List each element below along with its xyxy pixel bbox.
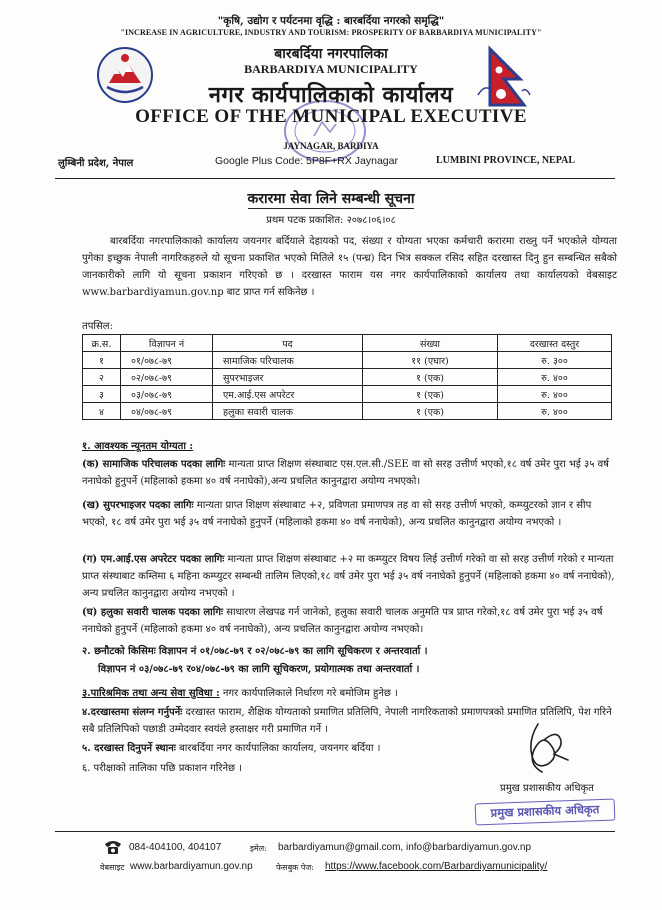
footer-email-label: इमेल: (250, 844, 267, 853)
column-header-post: पद (213, 335, 363, 352)
cell-sn: २ (83, 369, 121, 386)
attachments-label: ४.दरखास्तमा संलग्न गर्नुपर्नेः (82, 707, 183, 718)
qualification-social-mobilizer (82, 456, 617, 490)
screening-line-1: विज्ञापन नं ०१/०७८-७९ र ०२/०७८-७९ का लागि सूचिकरण र अन्तरवार्ता । (158, 646, 428, 657)
qualification-supervisor (82, 497, 617, 531)
screening-line-2: विज्ञापन नं ०३/०७८-७९ र०४/०७८-७९ का लागि सूचिकरण, प्रयोगात्मक तथा अन्तरवार्ता । (98, 664, 420, 675)
footer-website-link[interactable]: www.barbardiyamun.gov.np (130, 861, 253, 872)
officer-stamp: प्रमुख प्रशासकीय अधिकृत (475, 799, 616, 826)
submission-text: बारबर्दिया नगर कार्यपालिका कार्यालय, जयनगर बर्दिया । (179, 743, 381, 754)
exam-schedule-note: ६. परीक्षाको तालिका पछि प्रकाशन गरिनेछ । (82, 763, 243, 774)
province-nepali: लुम्बिनी प्रदेश, नेपाल (58, 158, 134, 169)
cell-fee: रु. ३०० (498, 352, 612, 369)
qualification-label: (ख) सुपरभाइजर पदका लागिः (82, 500, 194, 511)
cell-count: १ (एक) (363, 369, 498, 386)
google-plus-code: Google Plus Code: 5P8F+RX Jaynagar (215, 155, 398, 167)
remuneration-label: ३.पारिश्रमिक तथा अन्य सेवा सुविधा : (82, 688, 220, 699)
remuneration-section (82, 685, 617, 702)
column-header-count: संख्या (363, 335, 498, 352)
header-divider (55, 178, 615, 179)
column-header-ad-no: विज्ञापन नं (121, 335, 213, 352)
screening-section (82, 643, 617, 660)
submission-label: ५. दरखास्त दिनुपर्ने स्थानः (82, 743, 176, 754)
qualification-label: (ग) एम.आई.एस अपरेटर पदका लागिः (82, 554, 225, 565)
cell-ad-no: ०२/०७८-७९ (121, 369, 213, 386)
notice-title (0, 189, 662, 208)
signatory-title: प्रमुख प्रशासकीय अधिकृत (500, 783, 594, 794)
qualification-label: (घ) हलुका सवारी चालक पदका लागिः (82, 607, 224, 618)
cell-count: ११ (एघार) (363, 352, 498, 369)
table-row (83, 403, 612, 420)
footer-phone: 084-404100, 404107 (129, 842, 222, 853)
vacancy-table (82, 334, 612, 420)
qualification-text: मान्यता प्राप्त शिक्षण संस्थाबाट एस.एल.सी./SEE वा सो सरह उत्तीर्ण भएको,१८ वर्ष उमेर पुरा भई ३५ वर्ष ननाघेको हुनुपर्ने (महिलाको हकमा ४० वर्ष ननाघेको),अन्य प्रचलित कानुनद्वारा अयोग्य नभएको। (82, 459, 609, 487)
cell-sn: १ (83, 352, 121, 369)
table-header-row (83, 335, 612, 352)
cell-post: हलुका सवारी चालक (213, 403, 363, 420)
notice-title-text: करारमा सेवा लिने सम्बन्धी सूचना (247, 191, 415, 207)
footer-facebook-label: फेसबुक पेज: (276, 863, 315, 872)
cell-count: १ (एक) (363, 386, 498, 403)
cell-post: सामाजिक परिचालक (213, 352, 363, 369)
footer-facebook-link[interactable]: https://www.facebook.com/Barbardiyamunicipality/ (325, 861, 548, 872)
phone-icon (103, 839, 123, 855)
details-label: तपसिल: (82, 321, 113, 332)
office-address: JAYNAGAR, BARDIYA (283, 141, 379, 151)
handwritten-signature (498, 720, 578, 778)
attachments-text: दरखास्त फाराम, शैक्षिक योग्यताको प्रमाणित प्रतिलिपि, नेपाली नागरिकताको प्रमाणपत्रको प्रमाणित प्रतिलिपि, पेश गरिने सबै प्रतिलिपिको पछाडी उम्मेदवार स्वयंले हस्ताक्षर गरी प्रमाणित गर्ने । (82, 707, 612, 735)
cell-ad-no: ०४/०७८-७९ (121, 403, 213, 420)
intro-paragraph: बारबर्दिया नगरपालिकाको कार्यालय जयनगर बर्दियाले देहायको पद, संख्या र योग्यता भएका कर्मचारी करारमा राख्नु पर्ने भएकोले योग्यता पुगेका इच्छुक नेपाली नागरिकहरुले यो सूचना प्रकाशित भएको मितिले १५ (पन्ध्र) दिन भित्र सक्कल रसिद सहित दरखास्त दिनु हुन सम्बन्धित सबैको जानकारीको लागि यो सूचना प्रकाशन गरिएको छ । दरखास्त फाराम यस नगर कार्यपालिकाको कार्यालय तथा कार्यालयको वेबसाइट www.barbardiyamun.gov.np बाट प्राप्त गर्न सकिनेछ । (82, 236, 617, 298)
footer-website-label: वेबसाइट (100, 863, 125, 872)
qualification-text: मान्यता प्राप्त शिक्षण संस्थाबाट +२, प्रविणता प्रमाणपत्र तह वा सो सरह उत्तीर्ण भएको, कम्प्युटरको ज्ञान र सीप भएको, १८ वर्ष उमेर पुरा भई ३५ वर्ष ननाघेको हुनुपर्ने (महिलाको हकमा ४० वर्ष ननाघेको), अन्य प्रचलित कानुनद्वारा अयोग्य नभएको । (82, 500, 592, 528)
screening-label: २. छनौटको किसिमः (82, 646, 156, 657)
column-header-sn: क्र.स. (83, 335, 121, 352)
cell-post: एम.आई.एस अपरेटर (213, 386, 363, 403)
qualification-mis-operator (82, 551, 617, 602)
cell-ad-no: ०३/०७८-७९ (121, 386, 213, 403)
footer-email[interactable]: barbardiyamun@gmail.com, info@barbardiyamun.gov.np (278, 842, 532, 853)
cell-count: १ (एक) (363, 403, 498, 420)
qualification-light-driver (82, 604, 617, 638)
slogan-english: "INCREASE IN AGRICULTURE, INDUSTRY AND TOURISM: PROSPERITY OF BARBARDIYA MUNICIPALITY" (120, 28, 542, 37)
cell-fee: रु. ४०० (498, 369, 612, 386)
cell-fee: रु. ४०० (498, 386, 612, 403)
cell-ad-no: ०१/०७८-७९ (121, 352, 213, 369)
cell-sn: ३ (83, 386, 121, 403)
cell-sn: ४ (83, 403, 121, 420)
office-name-nepali: नगर कार्यपालिकाको कार्यालय (208, 82, 454, 108)
municipality-name-nepali: बारबर्दिया नगरपालिका (274, 46, 388, 62)
qualification-heading: १. आवश्यक न्यूनतम योग्यता : (82, 441, 194, 452)
publish-date: प्रथम पटक प्रकाशित: २०७८।०६।०८ (266, 215, 396, 226)
table-row (83, 352, 612, 369)
column-header-fee: दरखास्त दस्तुर (498, 335, 612, 352)
municipality-name-english: BARBARDIYA MUNICIPALITY (244, 62, 418, 76)
cell-fee: रु. ४०० (498, 403, 612, 420)
cell-post: सुपरभाइजर (213, 369, 363, 386)
qualification-text: मान्यता प्राप्त शिक्षण संस्थाबाट +२ मा कम्प्युटर विषय लिई उत्तीर्ण गरेको वा सो सरह उत्तीर्ण गरेको र मान्यता प्राप्त संस्थाबाट कम्तिमा ६ महिना कम्प्युटर सम्बन्धी तालिम लिएको,१८ वर्ष उमेर पुरा भई ३५ वर्ष ननाघेको हुनुपर्ने (महिलाको हकमा ४० वर्ष ननाघेको), अन्य प्रचलित कानुनद्वारा अयोग्य नभएको । (82, 554, 615, 599)
table-row (83, 369, 612, 386)
province-english: LUMBINI PROVINCE, NEPAL (436, 155, 575, 166)
remuneration-text: नगर कार्यपालिकाले निर्धारण गरे बमोजिम हुनेछ । (222, 688, 398, 699)
slogan-nepali: "कृषि, उद्योग र पर्यटनमा वृद्धि : बारबर्दिया नगरको समृद्धि" (217, 15, 445, 27)
qualification-text: साधारण लेखपढ गर्न जानेको, हलुका सवारी चालक अनुमति पत्र प्राप्त गरेको,१८ वर्ष उमेर पुरा भई ३५ वर्ष ननाघेको हुनुपर्ने (महिलाको हकमा ४० वर्ष ननाघेको), अन्य प्रचलित कानुनद्वारा अयोग्य नभएको। (82, 607, 603, 635)
office-name-english: OFFICE OF THE MUNICIPAL EXECUTIVE (135, 106, 527, 127)
qualification-label: (क) सामाजिक परिचालक पदका लागिः (82, 459, 226, 470)
table-row (83, 386, 612, 403)
footer-divider (55, 831, 615, 832)
